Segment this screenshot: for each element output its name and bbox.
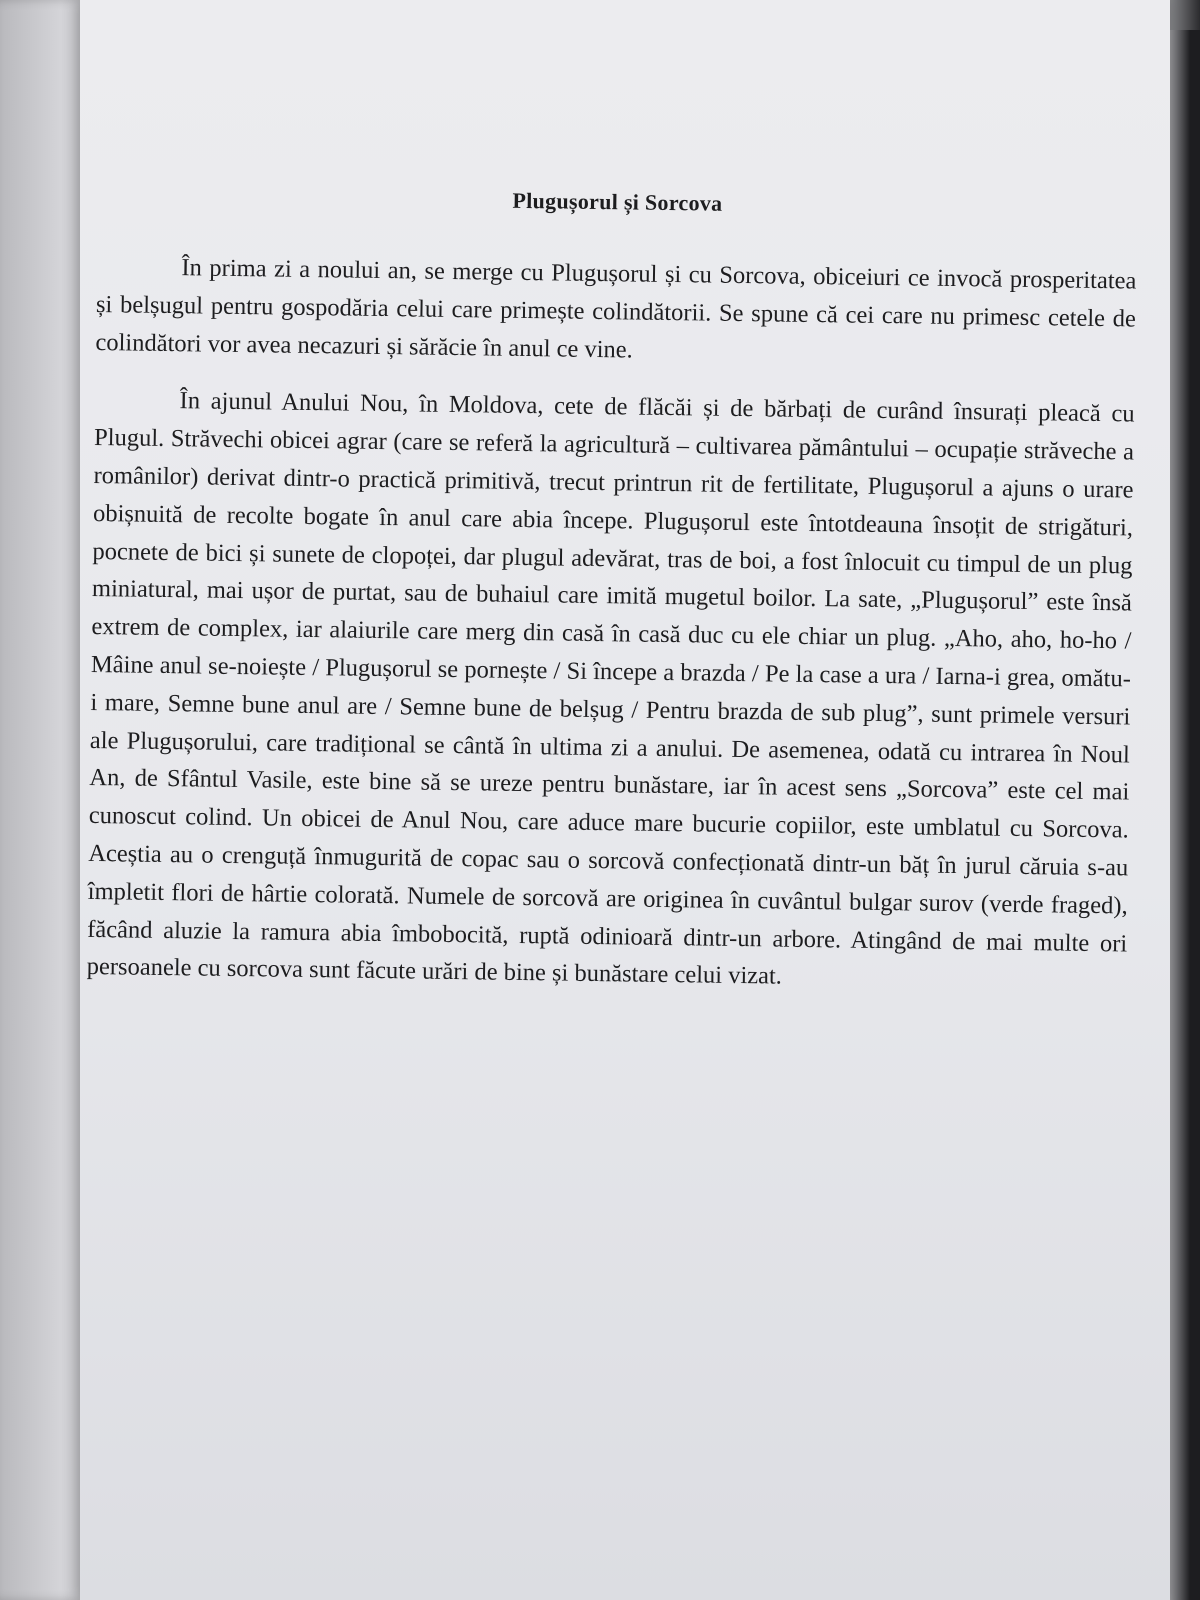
document-title: Plugușorul și Sorcova	[512, 187, 723, 216]
paragraph-intro: În prima zi a noului an, se merge cu Plugușorul și cu Sorcova, obiceiuri ce invocă prosperitatea și belșugul pentru gospodăria celui care primește colindătorii. Se spune că cei care nu primesc cetele de colindători vor avea necazuri și sărăcie în anul ce vine.	[95, 254, 1137, 364]
document-content	[86, 160, 1138, 1021]
paragraph-main: În ajunul Anului Nou, în Moldova, cete de flăcăi și de bărbați de curând însurați pleacă cu Plugul. Străvechi obicei agrar (care se referă la agricultură – cultivarea pământului – ocupație străveche a românilor) derivat dintr-o practică primitivă, trecut printrun rit de fertilitate, Plugușorul a ajuns o urare obișnuită de recolte bogate în anul care abia începe. Plugușorul este întotdeauna însoțit de strigături, pocnete de bici și sunete de clopoței, dar plugul adevărat, tras de boi, a fost înlocuit cu timpul de un plug miniatural, mai ușor de purtat, sau de buhaiul care imită mugetul boilor. La sate, „Plugușorul” este însă extrem de complex, iar alaiurile care merg din casă în casă duc cu ele chiar un plug. „Aho, aho, ho-ho / Mâine anul se-noiește / Plugușorul se pornește / Si începe a brazda / Pe la case a ura / Iarna-i grea, omătu-i mare, Semne bune anul are / Semne bune de belșug / Pentru brazda de sub plug”, sunt primele versuri ale Plugușorului, care tradițional se cântă în ultima zi a anului. De asemenea, odată cu intrarea în Noul An, de Sfântul Vasile, este bine să se ureze pentru bunăstare, iar în acest sens „Sorcova” este cel mai cunoscut colind. Un obicei de Anul Nou, care aduce mare bucurie copiilor, este umblatul cu Sorcova. Aceștia au o crenguță înmugurită de copac sau o sorcovă confecționată dintr-un băț în jurul căruia s-au împletit flori de hârtie colorată. Numele de sorcovă are originea în cuvântul bulgar surov (verde fraged), făcând aluzie la ramura abia îmbobocită, ruptă odinioară dintr-un arbore. Atingând de mai multe ori persoanele cu sorcova sunt făcute urări de bine și bunăstare celui vizat.	[86, 387, 1135, 990]
document-page	[80, 0, 1170, 1600]
